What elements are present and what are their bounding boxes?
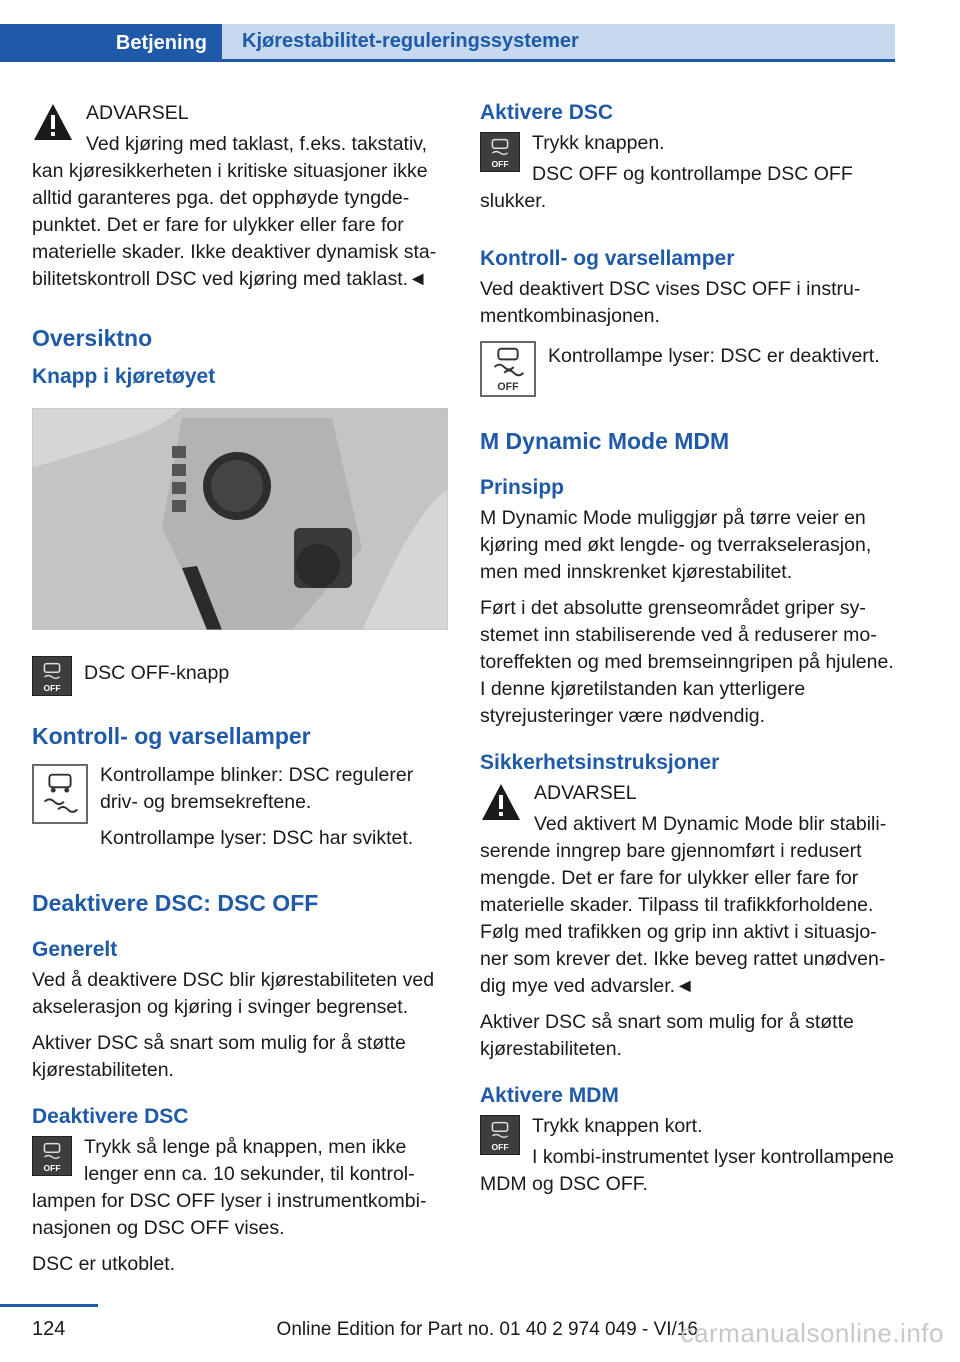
aktivere-p1: Trykk knappen.: [532, 132, 665, 154]
dsc-lamp-icon: [32, 764, 88, 824]
page-header: [0, 0, 895, 62]
header-chapter-tab: Kjørestabilitet-reguleringssystemer: [222, 24, 895, 59]
left-column: [32, 100, 450, 1287]
deaktivere-p2: DSC er utkoblet.: [32, 1253, 176, 1275]
right-column: [480, 100, 898, 1207]
kontroll-lyser-text: Kontrollampe lyser: DSC har sviktet.: [100, 827, 414, 849]
heading-prinsipp: Prinsipp: [480, 476, 565, 499]
generelt-p1: Ved å deaktivere DSC blir kjørestabiliteten ved akselerasjon og kjøring i svinger begrenset.: [32, 969, 435, 1018]
aktivere-block: [480, 130, 898, 215]
lamp-block-left: [32, 762, 450, 861]
warning-triangle-icon: [32, 102, 74, 142]
generelt-p2: Aktiver DSC så snart som mulig for å støtte kjørestabiliteten.: [32, 1032, 406, 1081]
dsc-off-lamp-icon: [480, 341, 536, 397]
off-label: OFF: [43, 683, 61, 694]
prinsipp-p1: M Dynamic Mode muliggjør på tørre veier en kjøring med økt lengde- og tverrakselerasjon, men med innskrenket kjørestabilitet.: [480, 507, 872, 583]
heading-sikkerhet: Sikkerhetsinstruksjoner: [480, 751, 720, 774]
dsc-off-button-icon: [32, 656, 72, 696]
off-label: OFF: [491, 1142, 509, 1153]
aktivere-mdm-p2: I kombi-instrumentet lyser kontrollampene MDM og DSC OFF.: [480, 1146, 894, 1195]
heading-aktivere-dsc: Aktivere DSC: [480, 101, 614, 124]
watermark: carmanualsonline.info: [680, 1318, 944, 1348]
dsc-off-caption: DSC OFF-knapp: [84, 662, 230, 684]
kontroll-right-lamp-text: Kontrollampe lyser: DSC er deaktivert.: [548, 345, 880, 367]
heading-oversikt: Oversiktno: [32, 325, 153, 351]
off-label: OFF: [43, 1163, 61, 1174]
console-photo: [32, 408, 448, 630]
warning-title: ADVARSEL: [86, 102, 189, 124]
heading-deaktivere-sub: Deaktivere DSC: [32, 1105, 189, 1128]
aktivere-mdm-p1: Trykk knappen kort.: [532, 1115, 703, 1137]
page-number: 124: [32, 1318, 66, 1340]
lamp-block-right: [480, 339, 898, 401]
heading-aktivere-mdm: Aktivere MDM: [480, 1084, 619, 1107]
kontroll-blinker-text: Kontrollampe blinker: DSC regulerer driv- og bremsekreftene.: [100, 764, 414, 813]
heading-deaktivere: Deaktivere DSC: DSC OFF: [32, 890, 319, 916]
dsc-off-button-icon-3: [480, 132, 520, 172]
dsc-off-button-icon-2: [32, 1136, 72, 1176]
warning-triangle-icon: [480, 782, 522, 822]
heading-kontroll-left: Kontroll- og varsellamper: [32, 723, 311, 749]
warning-text: Ved aktivert M Dynamic Mode blir stabiliserende inngrep bare gjennomført i redusert mengde. Det er fare for ulykker eller fare for materielle skader. Tilpass til trafikkforholdene. Følg med trafikken og grip inn aktivt i situasjoner som krever det. Ikke beveg rattet unødvendig mye ved advarsler.◄: [480, 813, 887, 997]
dsc-off-button-row: [32, 654, 450, 700]
header-rule: [0, 59, 895, 62]
heading-generelt: Generelt: [32, 938, 118, 961]
off-label: OFF: [497, 381, 519, 394]
aktivere-mdm-block: [480, 1113, 898, 1198]
heading-mdm: M Dynamic Mode MDM: [480, 428, 730, 454]
deaktivere-p1: Trykk så lenge på knappen, men ikke lenger enn ca. 10 sekunder, til kontrollampen for DSC OFF lyser i instrumentkombinasjonen og DSC OFF vises.: [32, 1136, 427, 1239]
header-section-tab: Betjening: [0, 24, 222, 62]
edition-note: Online Edition for Part no. 01 40 2 974 049 - VI/16: [276, 1319, 698, 1340]
sikkerhet-p2: Aktiver DSC så snart som mulig for å støtte kjørestabiliteten.: [480, 1011, 854, 1060]
kontroll-right-p1: Ved deaktivert DSC vises DSC OFF i instrumentkombinasjonen.: [480, 278, 861, 327]
warning-roof-load: [32, 100, 450, 302]
off-label: OFF: [491, 159, 509, 170]
dsc-off-button-icon-4: [480, 1115, 520, 1155]
footer-rule: [0, 1304, 98, 1307]
heading-kontroll-right: Kontroll- og varsellamper: [480, 247, 735, 270]
warning-title: ADVARSEL: [534, 782, 637, 804]
warning-mdm: [480, 780, 898, 1000]
heading-knapp: Knapp i kjøretøyet: [32, 365, 216, 388]
prinsipp-p2: Ført i det absolutte grenseområdet griper systemet inn stabiliserende ved å reduserer motoreffekten og med bremseinngripen på hjulene. I denne kjøretilstanden kan ytterligere styrejusteringer være nødvendig.: [480, 597, 894, 727]
deaktivere-block: [32, 1134, 450, 1242]
aktivere-p2: DSC OFF og kontrollampe DSC OFF slukker.: [480, 163, 853, 212]
warning-text: Ved kjøring med taklast, f.eks. takstativ, kan kjøresikkerheten i kritiske situasjoner ikke alltid garanteres pga. det opphøyde tyngdepunktet. Det er fare for ulykker eller fare for materielle skader. Ikke deaktiver dynamisk stabilitetskontroll DSC ved kjøring med taklast.◄: [32, 133, 437, 290]
